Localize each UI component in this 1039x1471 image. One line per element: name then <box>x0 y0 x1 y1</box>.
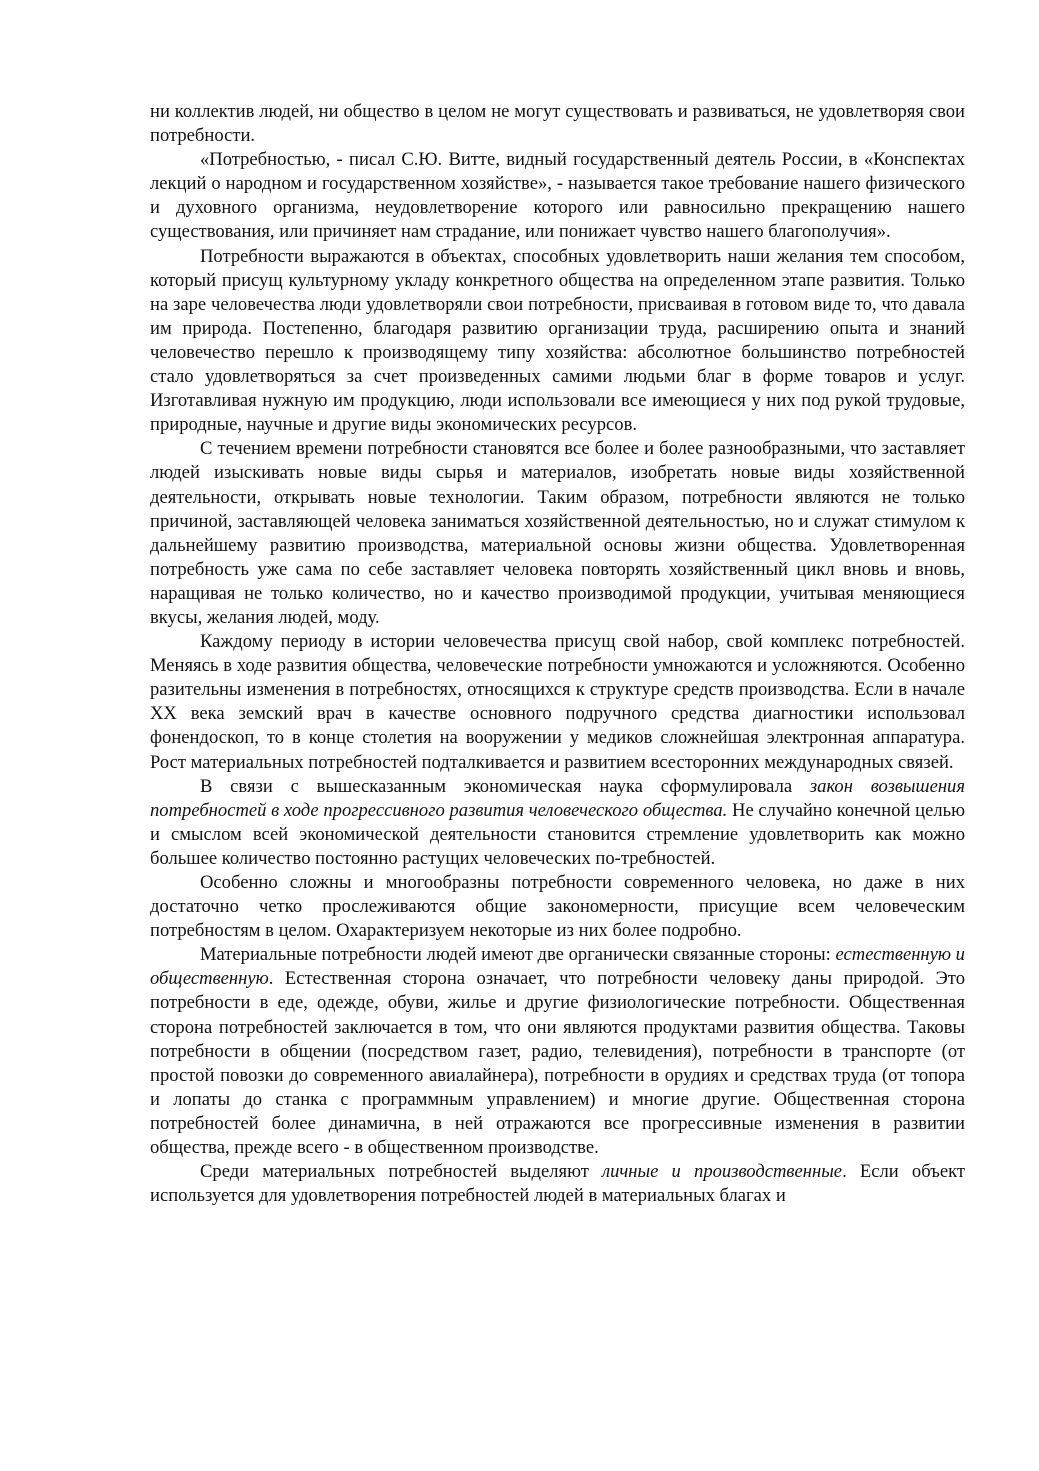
paragraph <box>150 245 965 438</box>
text-segment: Среди материальных потребностей выделяют <box>200 1161 603 1183</box>
text-segment: Материальные потребности людей имеют две органически связанные стороны: <box>200 944 836 966</box>
text-segment: ни коллектив людей, ни общество в целом не могут существовать и развиваться, не удовлетворяя свои потребности. <box>150 101 965 147</box>
italic-text: естественную и общественную <box>150 944 965 990</box>
paragraph <box>150 148 965 244</box>
text-segment: . Если объект используется для удовлетворения потребностей людей в материальных благах и <box>150 1161 965 1207</box>
text-segment: Каждому периоду в истории человечества присущ свой набор, свой комплекс потребностей. Меняясь в ходе развития общества, человеческие потребности умножаются и усложняются. Особенно разительны изменения в потребностях, относящихся к структуре средств производства. Если в начале XX века земский врач в качестве основного подручного средства диагностики использовал фонендоскоп, то в конце столетия на вооружении у медиков сложнейшая электронная аппаратура. Рост материальных потребностей подталкивается и развитием всесторонних международных связей. <box>150 631 965 773</box>
document-page <box>150 100 965 1208</box>
text-segment: . Естественная сторона означает, что потребности человеку даны природой. Это потребности в еде, одежде, обуви, жилье и другие физиологические потребности. Общественная сторона потребностей заключается в том, что они являются продуктами развития общества. Таковы потребности в общении (посредством газет, радио, телевидения), потребности в транспорте (от простой повозки до современного авиалайнера), потребности в орудиях и средствах труда (от топора и лопаты до станка с программным управлением) и многие другие. Общественная сторона потребностей более динамична, в ней отражаются все прогрессивные изменения в развитии общества, прежде всего - в общественном производстве. <box>150 968 965 1159</box>
paragraph <box>150 943 965 1160</box>
paragraph <box>150 1160 965 1208</box>
paragraph <box>150 775 965 871</box>
italic-text: закон возвышения потребностей в ходе прогрессивного развития человеческого общества. <box>150 775 965 821</box>
paragraph <box>150 871 965 943</box>
paragraph <box>150 437 965 630</box>
paragraph <box>150 100 965 148</box>
paragraph <box>150 630 965 775</box>
text-segment: Особенно сложны и многообразны потребности современного человека, но даже в них достаточно четко прослеживаются общие закономерности, присущие всем человеческим потребностям в целом. Охарактеризуем некоторые из них более подробно. <box>150 872 965 942</box>
text-segment: В связи с вышесказанным экономическая наука сформулировала <box>200 775 810 797</box>
italic-text: личные и производственные <box>602 1161 843 1183</box>
text-segment: «Потребностью, - писал С.Ю. Витте, видный государственный деятель России, в «Конспектах лекций о народном и государственном хозяйстве», - называется такое требование нашего физического и духовного организма, неудовлетворение которого или равносильно прекращению нашего существования, или причиняет нам страдание, или понижает чувство нашего благополучия». <box>150 149 965 243</box>
text-segment: Не случайно конечной целью и смыслом всей экономической деятельности становится стремление удовлетворить как можно большее количество постоянно растущих человеческих по-требностей. <box>150 799 966 869</box>
text-segment: С течением времени потребности становятся все более и более разнообразными, что заставляет людей изыскивать новые виды сырья и материалов, изобретать новые виды хозяйственной деятельности, открывать новые технологии. Таким образом, потребности являются не только причиной, заставляющей человека заниматься хозяйственной деятельностью, но и служат стимулом к дальнейшему развитию производства, материальной основы жизни общества. Удовлетворенная потребность уже сама по себе заставляет человека повторять хозяйственный цикл вновь и вновь, наращивая не только количество, но и качество производимой продукции, учитывая меняющиеся вкусы, желания людей, моду. <box>150 438 965 628</box>
text-segment: Потребности выражаются в объектах, способных удовлетворить наши желания тем способом, который присущ культурному укладу конкретного общества на определенном этапе развития. Только на заре человечества люди удовлетворяли свои потребности, присваивая в готовом виде то, что давала им природа. Постепенно, благодаря развитию организации труда, расширению опыта и знаний человечество перешло к производящему типу хозяйства: абсолютное большинство потребностей стало удовлетворяться за счет произведенных самими людьми благ в форме товаров и услуг. Изготавливая нужную им продукцию, люди использовали все имеющиеся у них под рукой трудовые, природные, научные и другие виды экономических ресурсов. <box>150 245 965 436</box>
